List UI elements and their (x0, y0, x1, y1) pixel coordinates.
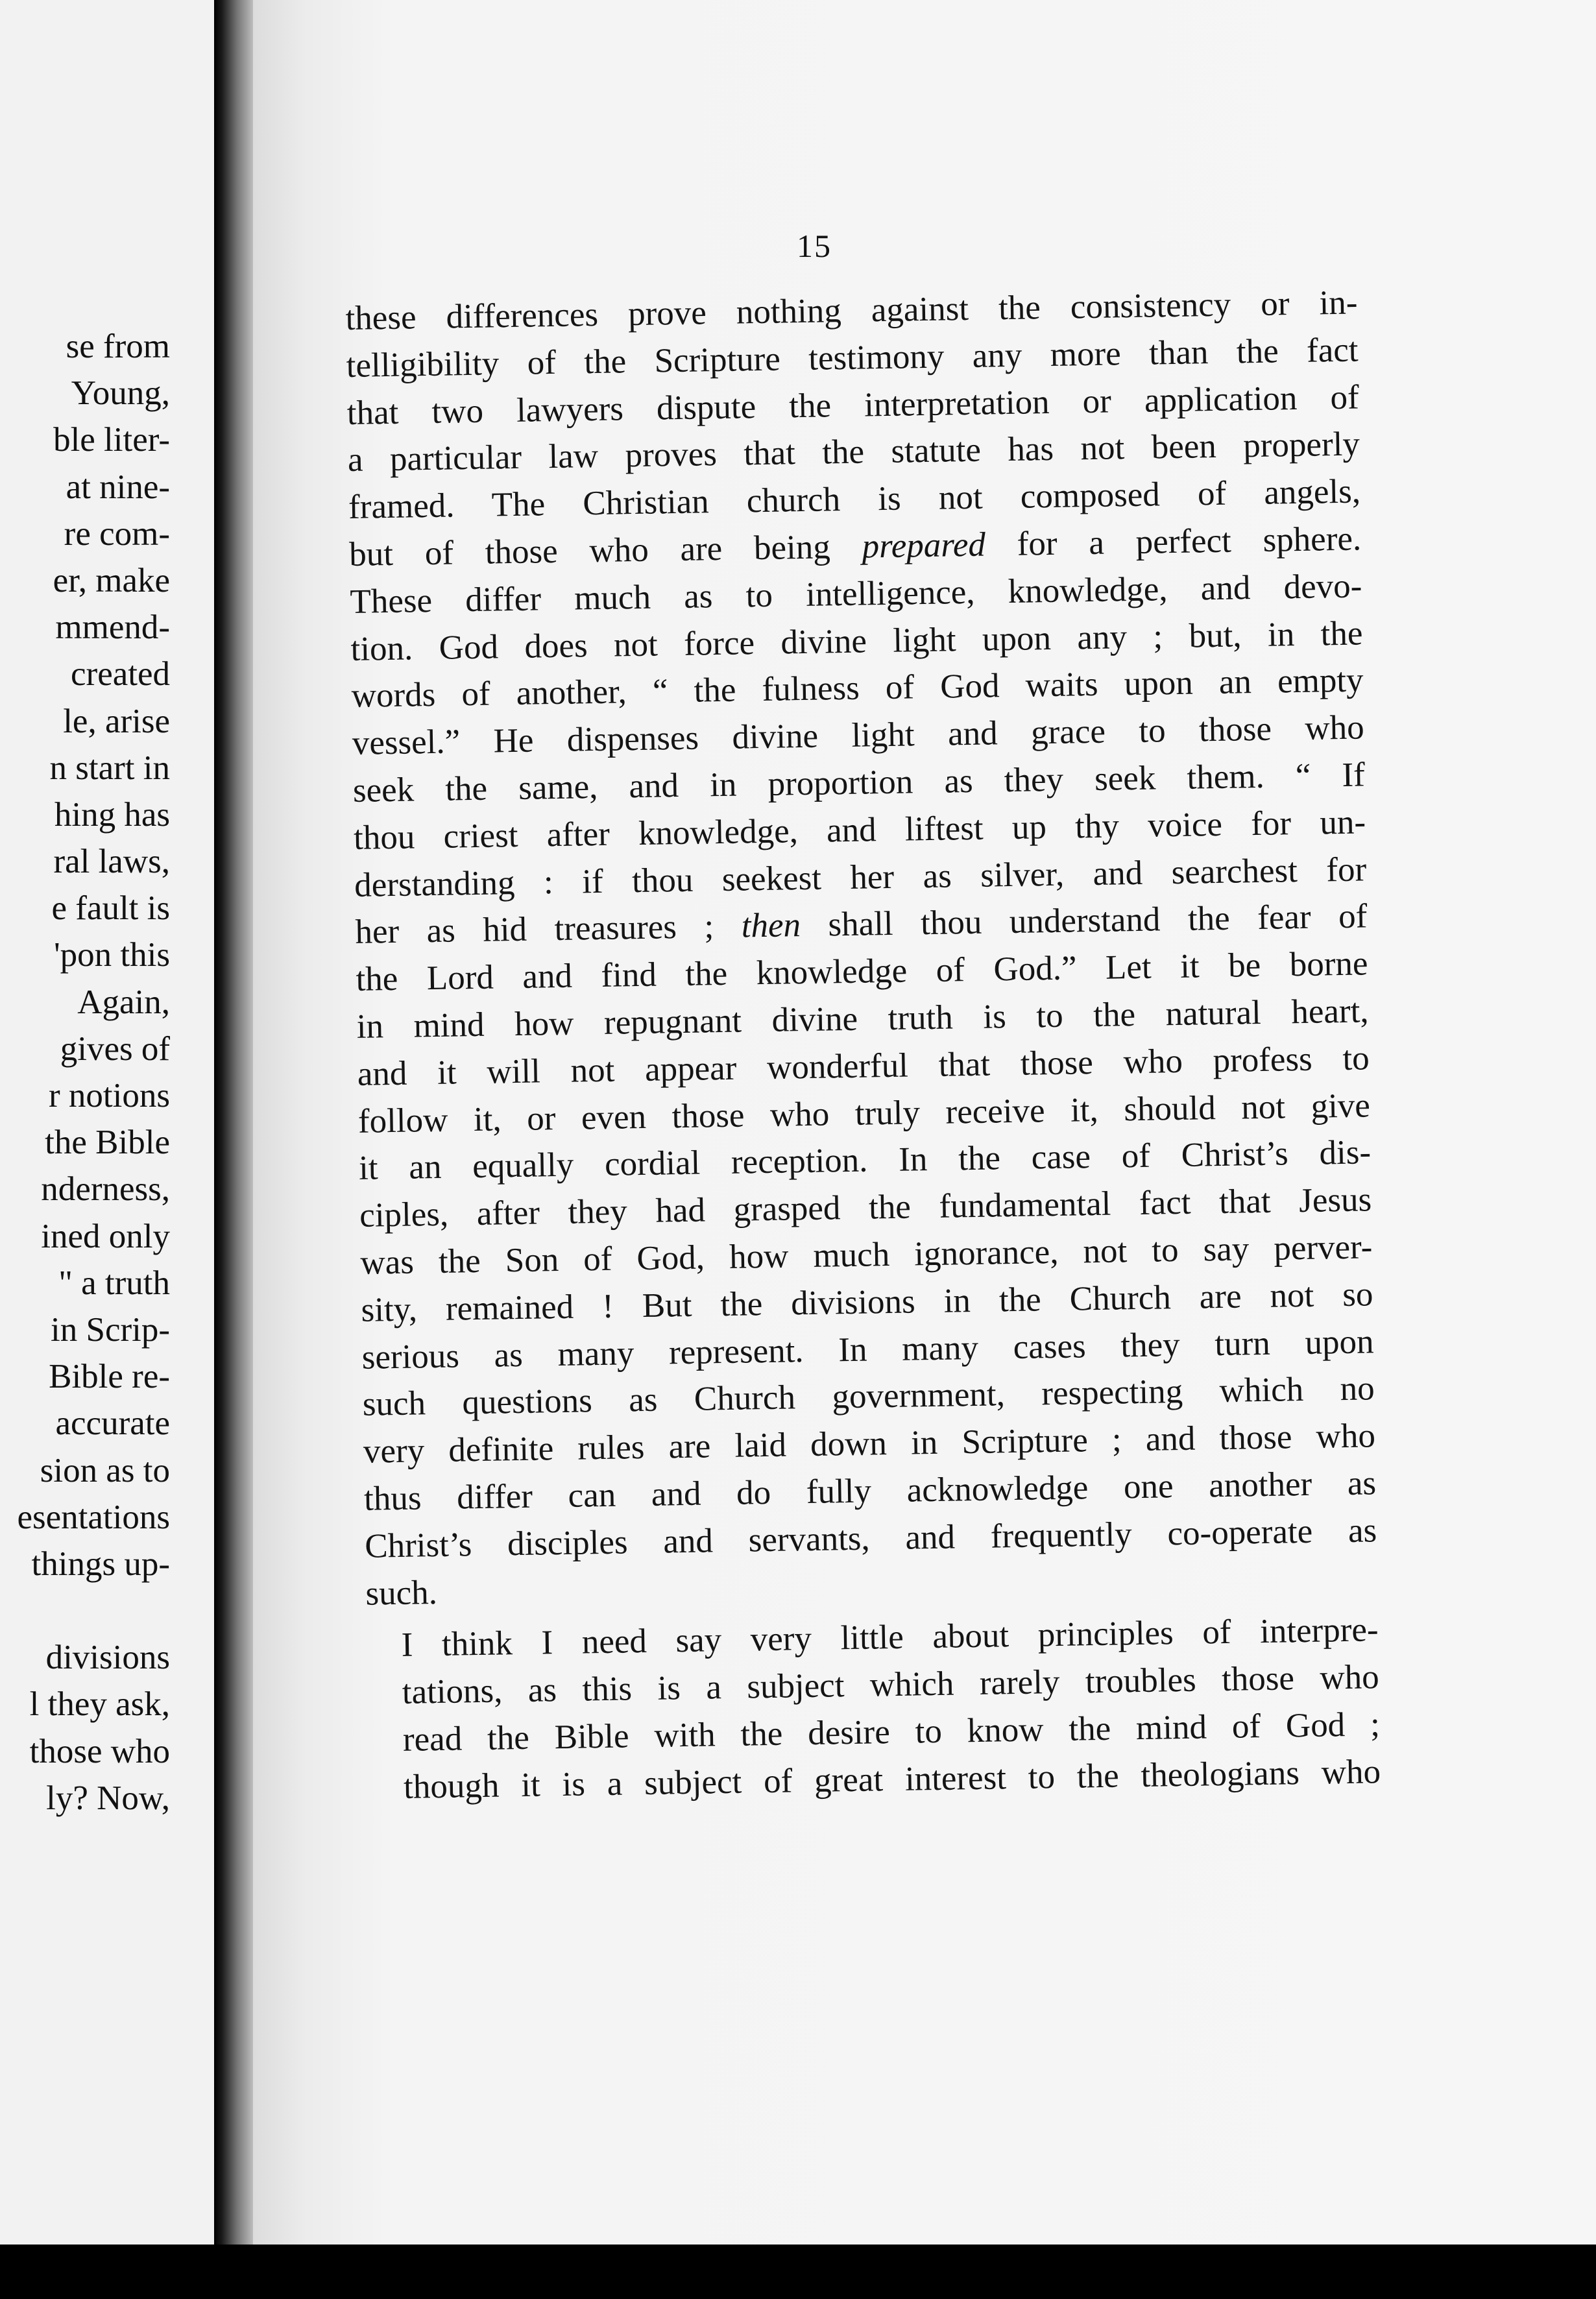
text-line: hing has (54, 795, 170, 834)
text-line: framed. The Christian church is not composed of angels, (348, 472, 1361, 527)
text-line: sion as to (40, 1451, 170, 1489)
text-line: a particular law proves that the statute has not been properly (347, 425, 1360, 479)
text-line: was the Son of God, how much ignorance, not to say perver- (359, 1228, 1373, 1282)
text-line: esentations (17, 1498, 170, 1536)
text-line: sity, remained ! But the divisions in the Church are not so (361, 1275, 1373, 1329)
text-line: " a truth (58, 1264, 170, 1302)
text-line: e fault is (51, 889, 170, 928)
previous-page-fragment (0, 0, 214, 2245)
text-line: tion. God does not force divine light upon any ; but, in the (350, 614, 1363, 668)
text-line: telligibility of the Scripture testimony any more than the fact (346, 331, 1359, 385)
text-line: read the Bible with the desire to know the mind of God ; (402, 1705, 1381, 1759)
text-line: tations, as this is a subject which rarely troubles those who (402, 1658, 1380, 1711)
text-segment: for a perfect sphere. (1017, 520, 1362, 563)
text-line: follow it, or even those who truly receive it, should not give (357, 1086, 1371, 1140)
text-line: Bible re- (49, 1358, 170, 1396)
text-line: thou criest after knowledge, and liftest up thy voice for un- (353, 803, 1366, 857)
italic-word: prepared (862, 525, 986, 566)
text-line: Christ’s disciples and servants, and frequently co-operate as (364, 1511, 1377, 1565)
text-line: ly? Now, (46, 1779, 170, 1817)
text-line: and it will not appear wonderful that those who profess to (357, 1039, 1370, 1093)
text-line: se from (66, 328, 170, 365)
text-line: those who (29, 1732, 170, 1770)
italic-word: then (741, 906, 801, 945)
text-line: thus differ can and do fully acknowledge one another as (363, 1464, 1377, 1518)
text-line: created (71, 655, 170, 693)
text-line: I think I need say very little about principles of interpre- (401, 1611, 1379, 1665)
text-line: things up- (31, 1545, 170, 1583)
text-line: gives of (60, 1029, 170, 1068)
paragraph (345, 279, 1378, 1617)
text-line: divisions (45, 1639, 170, 1677)
text-line: ined only (41, 1217, 170, 1255)
text-line: such. (365, 1573, 438, 1613)
text-segment: her as hid treasures ; (354, 908, 714, 952)
paragraph (366, 1607, 1381, 1812)
text-line: derstanding : if thou seekest her as silver, and searchest for (354, 850, 1367, 904)
text-line: though it is a subject of great interest to the theologians who (403, 1752, 1381, 1806)
text-segment: but of those who are being (348, 528, 831, 573)
text-line: These differ much as to intelligence, knowledge, and devo- (349, 567, 1362, 621)
scan-bottom-edge (0, 2245, 1596, 2299)
text-line: such questions as Church government, respecting which no (362, 1369, 1375, 1424)
text-line: l they ask, (29, 1685, 170, 1724)
text-line: n start in (49, 749, 170, 787)
text-line: accurate (55, 1404, 170, 1443)
page-body (345, 279, 1381, 1811)
text-line: ciples, after they had grasped the fundamental fact that Jesus (359, 1181, 1372, 1234)
text-line: that two lawyers dispute the interpretation or application of (346, 378, 1360, 432)
text-line: mmend- (55, 608, 170, 647)
page-number: 15 (797, 228, 832, 264)
text-line: Again, (77, 983, 170, 1021)
text-line: vessel.” He dispenses divine light and grace to those who (352, 708, 1365, 763)
blank-line (0, 1587, 170, 1634)
text-line: very definite rules are laid down in Scripture ; and those who (363, 1417, 1376, 1471)
text-line: r notions (49, 1077, 170, 1114)
text-line: Young, (71, 374, 170, 413)
text-line: seek the same, and in proportion as they seek them. “ If (352, 756, 1366, 810)
text-line: words of another, “ the fulness of God waits upon an empty (351, 661, 1364, 716)
text-line: these differences prove nothing against the consistency or in- (345, 283, 1358, 337)
text-line: re com- (64, 514, 170, 553)
text-line: it an equally cordial reception. In the case of Christ’s dis- (358, 1133, 1372, 1188)
text-line: the Bible (45, 1124, 170, 1162)
text-line: ral laws, (53, 843, 170, 881)
text-line: er, make (53, 561, 170, 599)
text-line: in mind how repugnant divine truth is to the natural heart, (356, 992, 1369, 1046)
text-line: ble liter- (53, 421, 170, 459)
previous-page-text (0, 323, 170, 1822)
text-line: in Scrip- (51, 1310, 170, 1349)
book-gutter-shadow (214, 0, 253, 2299)
text-line: 'pon this (54, 936, 170, 974)
text-line: nderness, (41, 1170, 170, 1209)
text-line: at nine- (66, 468, 170, 506)
text-line: the Lord and find the knowledge of God.” Let it be borne (356, 945, 1368, 999)
text-line: serious as many represent. In many cases they turn upon (361, 1322, 1374, 1377)
text-segment: shall thou understand the fear of (828, 897, 1368, 944)
text-line: le, arise (63, 702, 170, 740)
